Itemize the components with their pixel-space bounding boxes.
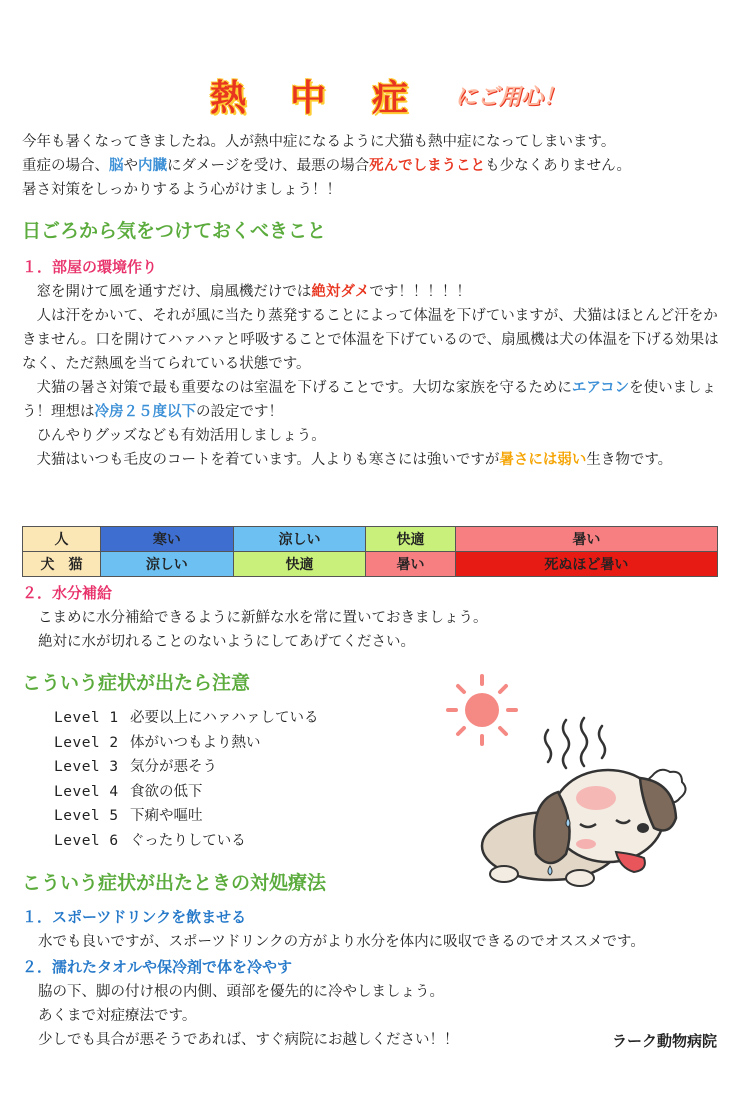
room-para-2: 人は汗をかいて、それが風に当たり蒸発することによって体温を下げていますが、犬猫はほとんど汗をかきません。口を開けてハァハァと呼吸することで体温を下げているので、扇風機は犬の体温を下げる効果はなく、ただ熱風を当てられている状態です。: [22, 308, 719, 372]
text-span: 犬猫の暑さ対策で最も重要なのは室温を下げることです。大切な家族を守るために: [36, 380, 572, 396]
intro-line-2: [22, 154, 722, 178]
intro-text-span: も少なくありません。: [485, 158, 632, 174]
intro-text-span: や: [123, 158, 138, 174]
row-label-pet: 犬 猫: [23, 552, 101, 577]
symptom-level-list: [54, 706, 319, 854]
dog-paw: [566, 870, 594, 886]
intro-text-span: 重症の場合、: [22, 158, 109, 174]
title-char-1: 熱: [210, 78, 247, 119]
intro-line-1: 今年も暑くなってきましたね。人が熱中症になるように犬猫も熱中症になってしまいます。: [22, 134, 616, 150]
dog-forehead-blush: [576, 786, 616, 810]
care-heading-sports-drink: １．スポーツドリンクを飲ませる: [22, 908, 247, 926]
intro-text-span: にダメージを受け、最悪の場合: [167, 158, 370, 174]
dog-cheek-blush: [576, 839, 596, 849]
table-row-pet: [23, 552, 718, 577]
hydration-text: [38, 606, 738, 654]
section-heading-prevention: 日ごろから気をつけておくべきこと: [22, 220, 327, 242]
hot-dog-illustration: [430, 668, 700, 893]
heat-wave-icon: [545, 718, 605, 768]
intro-text: [22, 130, 722, 202]
list-item: [54, 780, 319, 805]
cell-comfortable: 快適: [366, 527, 455, 552]
level-symptom: 気分が悪そう: [130, 759, 217, 776]
temperature-highlight: 冷房２５度以下: [94, 404, 196, 420]
room-environment-text: [22, 280, 722, 472]
item-heading-room: １．部屋の環境作り: [22, 258, 158, 276]
cell-hot: 暑い: [366, 552, 455, 577]
cooling-para-1: 脇の下、脚の付け根の内側、頭部を優先的に冷やしましょう。: [38, 984, 444, 1000]
cell-cool: 涼しい: [101, 552, 234, 577]
brain-highlight: 脳: [109, 158, 124, 174]
level-symptom: 体がいつもより熱い: [130, 734, 261, 751]
intro-line-3: 暑さ対策をしっかりするよう心がけましょう！！: [22, 182, 341, 198]
room-para-4: ひんやりグッズなども有効活用しましょう。: [36, 428, 326, 444]
row-label-human: 人: [23, 527, 101, 552]
level-label: Level 6: [54, 832, 119, 849]
dog-ear-left: [534, 792, 569, 863]
title-char-2: 中: [290, 78, 327, 119]
aircon-highlight: エアコン: [571, 380, 630, 396]
cell-comfortable: 快適: [233, 552, 366, 577]
text-span: の設定です！: [196, 404, 283, 420]
level-label: Level 1: [54, 710, 119, 726]
level-label: Level 3: [54, 759, 119, 776]
death-highlight: 死んでしまうこと: [369, 158, 486, 174]
text-span: 生き物です。: [586, 452, 673, 468]
text-span: を使いましょう！理想は: [22, 380, 717, 420]
organs-highlight: 内臓: [138, 158, 167, 174]
dog-tongue: [616, 852, 645, 872]
page-title: [0, 70, 739, 120]
title-char-3: 症: [372, 78, 409, 119]
level-symptom: ぐったりしている: [130, 832, 246, 849]
temperature-comparison-table: [22, 526, 718, 577]
weak-to-heat-highlight: 暑さには弱い: [499, 452, 587, 468]
dog-nose: [637, 823, 649, 833]
list-item: [54, 804, 319, 829]
item-heading-hydration: ２．水分補給: [22, 584, 113, 602]
table-row-human: [23, 527, 718, 552]
hydration-para-2: 絶対に水が切れることのないようにしてあげてください。: [38, 634, 415, 650]
section-heading-symptoms: こういう症状が出たら注意: [22, 672, 251, 694]
level-label: Level 5: [54, 808, 119, 825]
hospital-name: ラーク動物病院: [611, 1032, 717, 1050]
absolute-no-highlight: 絶対ダメ: [311, 284, 370, 300]
cooling-para-2: あくまで対症療法です。: [38, 1008, 197, 1024]
list-item: [54, 755, 319, 780]
care-heading-cooling: ２．濡れたタオルや保冷剤で体を冷やす: [22, 958, 293, 976]
text-span: 窓を開けて風を通すだけ、扇風機だけでは: [36, 284, 312, 300]
room-para-1: [22, 280, 722, 304]
level-label: Level 4: [54, 783, 119, 800]
care-sports-drink-text: 水でも良いですが、スポーツドリンクの方がより水分を体内に吸収できるのでオススメです。: [38, 934, 645, 950]
list-item: [54, 706, 319, 731]
cell-deadly-hot: 死ぬほど暑い: [455, 552, 717, 577]
sun-icon: [448, 676, 516, 744]
section-heading-treatment: こういう症状が出たときの対処療法: [22, 872, 327, 894]
text-span: 犬猫はいつも毛皮のコートを着ています。人よりも寒さには強いですが: [36, 452, 500, 468]
list-item: [54, 731, 319, 756]
level-symptom: 食欲の低下: [130, 783, 203, 800]
cooling-para-3: 少しでも具合が悪そうであれば、すぐ病院にお越しください！！: [38, 1032, 459, 1048]
level-label: Level 2: [54, 734, 119, 751]
room-para-3: [22, 376, 722, 424]
text-span: です！！！！！: [369, 284, 471, 300]
hydration-para-1: こまめに水分補給できるように新鮮な水を常に置いておきましょう。: [38, 610, 488, 626]
level-symptom: 下痢や嘔吐: [130, 808, 203, 825]
cell-cold: 寒い: [101, 527, 234, 552]
room-para-5: [22, 448, 722, 472]
cell-cool: 涼しい: [233, 527, 366, 552]
dog-paw: [490, 866, 518, 882]
title-subtitle: にご用心！: [455, 85, 566, 110]
list-item: [54, 829, 319, 854]
level-symptom: 必要以上にハァハァしている: [130, 710, 319, 726]
cell-hot: 暑い: [455, 527, 717, 552]
